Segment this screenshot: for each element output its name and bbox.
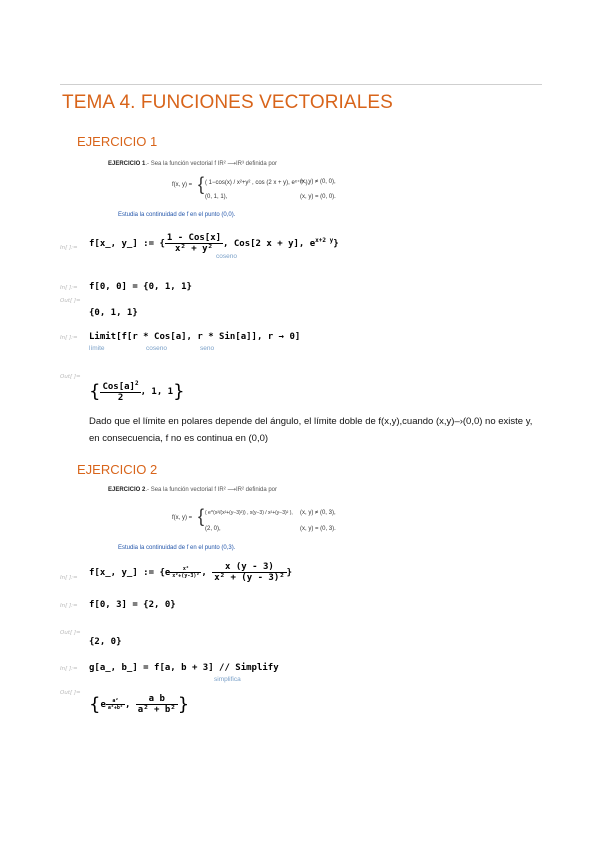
ex1-in3-label: In[ ]:= bbox=[60, 335, 78, 341]
ex1-statement-line bbox=[108, 160, 277, 167]
ex2-in2-cell[interactable]: f[0, 3] = {2, 0} bbox=[89, 600, 176, 610]
ex1-case1: ( 1−cos(x) / x²+y² , cos (2 x + y), eˣ⁺²ʸ ), bbox=[205, 180, 310, 186]
ex2-brace: { bbox=[198, 506, 205, 526]
ex1-in3-hint-seno: seno bbox=[200, 345, 215, 352]
ex2-out3-fraction: $\frac{\text{a b}}{\text{a² + b²}}$ bbox=[137, 694, 176, 715]
ex2-in3-hint-simplifica: simplifica bbox=[214, 676, 241, 683]
ex1-in1-cell[interactable]: f[x_, y_] := { $\frac{\text{1 - Cos[x]}}{\text{x² + y²}}$ , Cos[2 x + y], $e^{x+2 y}$} bbox=[89, 233, 339, 254]
ex2-in2-label: In[ ]:= bbox=[60, 603, 78, 609]
ex2-out3-cell: {e $\frac{\text{a²}}{\text{a²+b²}}$ , $\frac{\text{a b}}{\text{a² + b²}}$ } bbox=[89, 694, 190, 715]
ex2-task: Estudia la continuidad de f en el punto (0,3). bbox=[118, 545, 236, 551]
ex1-in2-label: In[ ]:= bbox=[60, 285, 78, 291]
ex2-in3-cell[interactable]: g[a_, b_] = f[a, b + 3] // Simplify bbox=[89, 663, 279, 673]
ex1-in1-hint: coseno bbox=[216, 253, 237, 260]
ex2-out3-label: Out[ ]= bbox=[60, 690, 81, 696]
ex1-statement-text: .- Sea la función vectorial f IR² ⟶IR³ definida por bbox=[145, 161, 278, 167]
ex2-statement-line bbox=[108, 486, 277, 493]
section-heading-ex1: EJERCICIO 1 bbox=[77, 134, 158, 149]
ex1-out2-label: Out[ ]= bbox=[60, 298, 81, 304]
ex1-statement-bold: EJERCICIO 1 bbox=[108, 161, 146, 167]
ex1-in3-hint-coseno: coseno bbox=[146, 345, 167, 352]
ex1-in1-fraction: $\frac{\text{1 - Cos[x]}}{\text{x² + y²}}$ bbox=[166, 233, 222, 254]
ex1-task: Estudia la continuidad de f en el punto (0,0). bbox=[118, 212, 236, 218]
ex1-out3-label: Out[ ]= bbox=[60, 374, 81, 380]
ex2-in1-exp-fraction: $\frac{\text{x²}}{\text{x²+(y-3)²}}$ bbox=[172, 566, 200, 579]
ex2-in1-label: In[ ]:= bbox=[60, 575, 78, 581]
section-heading-ex2: EJERCICIO 2 bbox=[77, 462, 158, 477]
ex1-case2-cond: (x, y) = (0, 0). bbox=[300, 194, 336, 200]
ex1-conclusion: Dado que el límite en polares depende del ángulo, el límite doble de f(x,y),cuando (x,y)–›(0,0) no existe y, en consecuencia, f no es continua en (0,0) bbox=[89, 416, 533, 444]
ex2-in1-fraction: $\frac{x (y - 3)}{\text{x² + (y - 3)²}}$ bbox=[214, 562, 285, 583]
ex1-in3-hint-limite: límite bbox=[89, 345, 105, 352]
ex2-case1: ( e^(x²/(x²+(y−3)²)) , x(y−3) / x²+(y−3)² ), bbox=[205, 510, 293, 516]
ex1-out2-cell: {0, 1, 1} bbox=[89, 308, 138, 318]
ex1-case2: (0, 1, 1), bbox=[205, 194, 228, 200]
page-title: TEMA 4. FUNCIONES VECTORIALES bbox=[62, 92, 393, 113]
ex2-in3-label: In[ ]:= bbox=[60, 666, 78, 672]
ex2-out2-cell: {2, 0} bbox=[89, 637, 122, 647]
ex2-fdef: f(x, y) = bbox=[172, 515, 193, 521]
ex2-statement-bold: EJERCICIO 2 bbox=[108, 487, 146, 493]
ex2-in1-cell[interactable]: f[x_, y_] := {e $\frac{\text{x²}}{\text{x²+(y-3)²}}$ , $\frac{x (y - 3)}{\text{x² + (y - 3)²}}$ } bbox=[89, 562, 293, 583]
ex2-out3-exp-fraction: $\frac{\text{a²}}{\text{a²+b²}}$ bbox=[107, 698, 123, 711]
ex2-case2-cond: (x, y) = (0, 3). bbox=[300, 526, 336, 532]
ex1-out3-fraction: $\frac{Cos[a]^2}{2}$ bbox=[102, 380, 139, 403]
ex2-case1-cond: (x, y) ≠ (0, 3), bbox=[300, 510, 336, 516]
ex2-statement-text: .- Sea la función vectorial f IR² ⟶IR² definida por bbox=[145, 487, 278, 493]
top-rule bbox=[60, 84, 542, 85]
ex2-out2-label: Out[ ]= bbox=[60, 630, 81, 636]
ex1-in3-cell[interactable]: Limit[f[r * Cos[a], r * Sin[a]], r → 0] bbox=[89, 332, 301, 342]
ex1-case1-cond: (x, y) ≠ (0, 0), bbox=[300, 179, 336, 185]
ex1-fdef: f(x, y) = bbox=[172, 182, 193, 188]
ex1-out3-cell: { $\frac{Cos[a]^2}{2}$ , 1, 1} bbox=[89, 380, 185, 403]
ex1-in2-cell[interactable]: f[0, 0] = {0, 1, 1} bbox=[89, 282, 192, 292]
ex1-brace: { bbox=[198, 174, 205, 194]
ex1-in1-label: In[ ]:= bbox=[60, 245, 78, 251]
ex2-case2: (2, 0), bbox=[205, 526, 221, 532]
